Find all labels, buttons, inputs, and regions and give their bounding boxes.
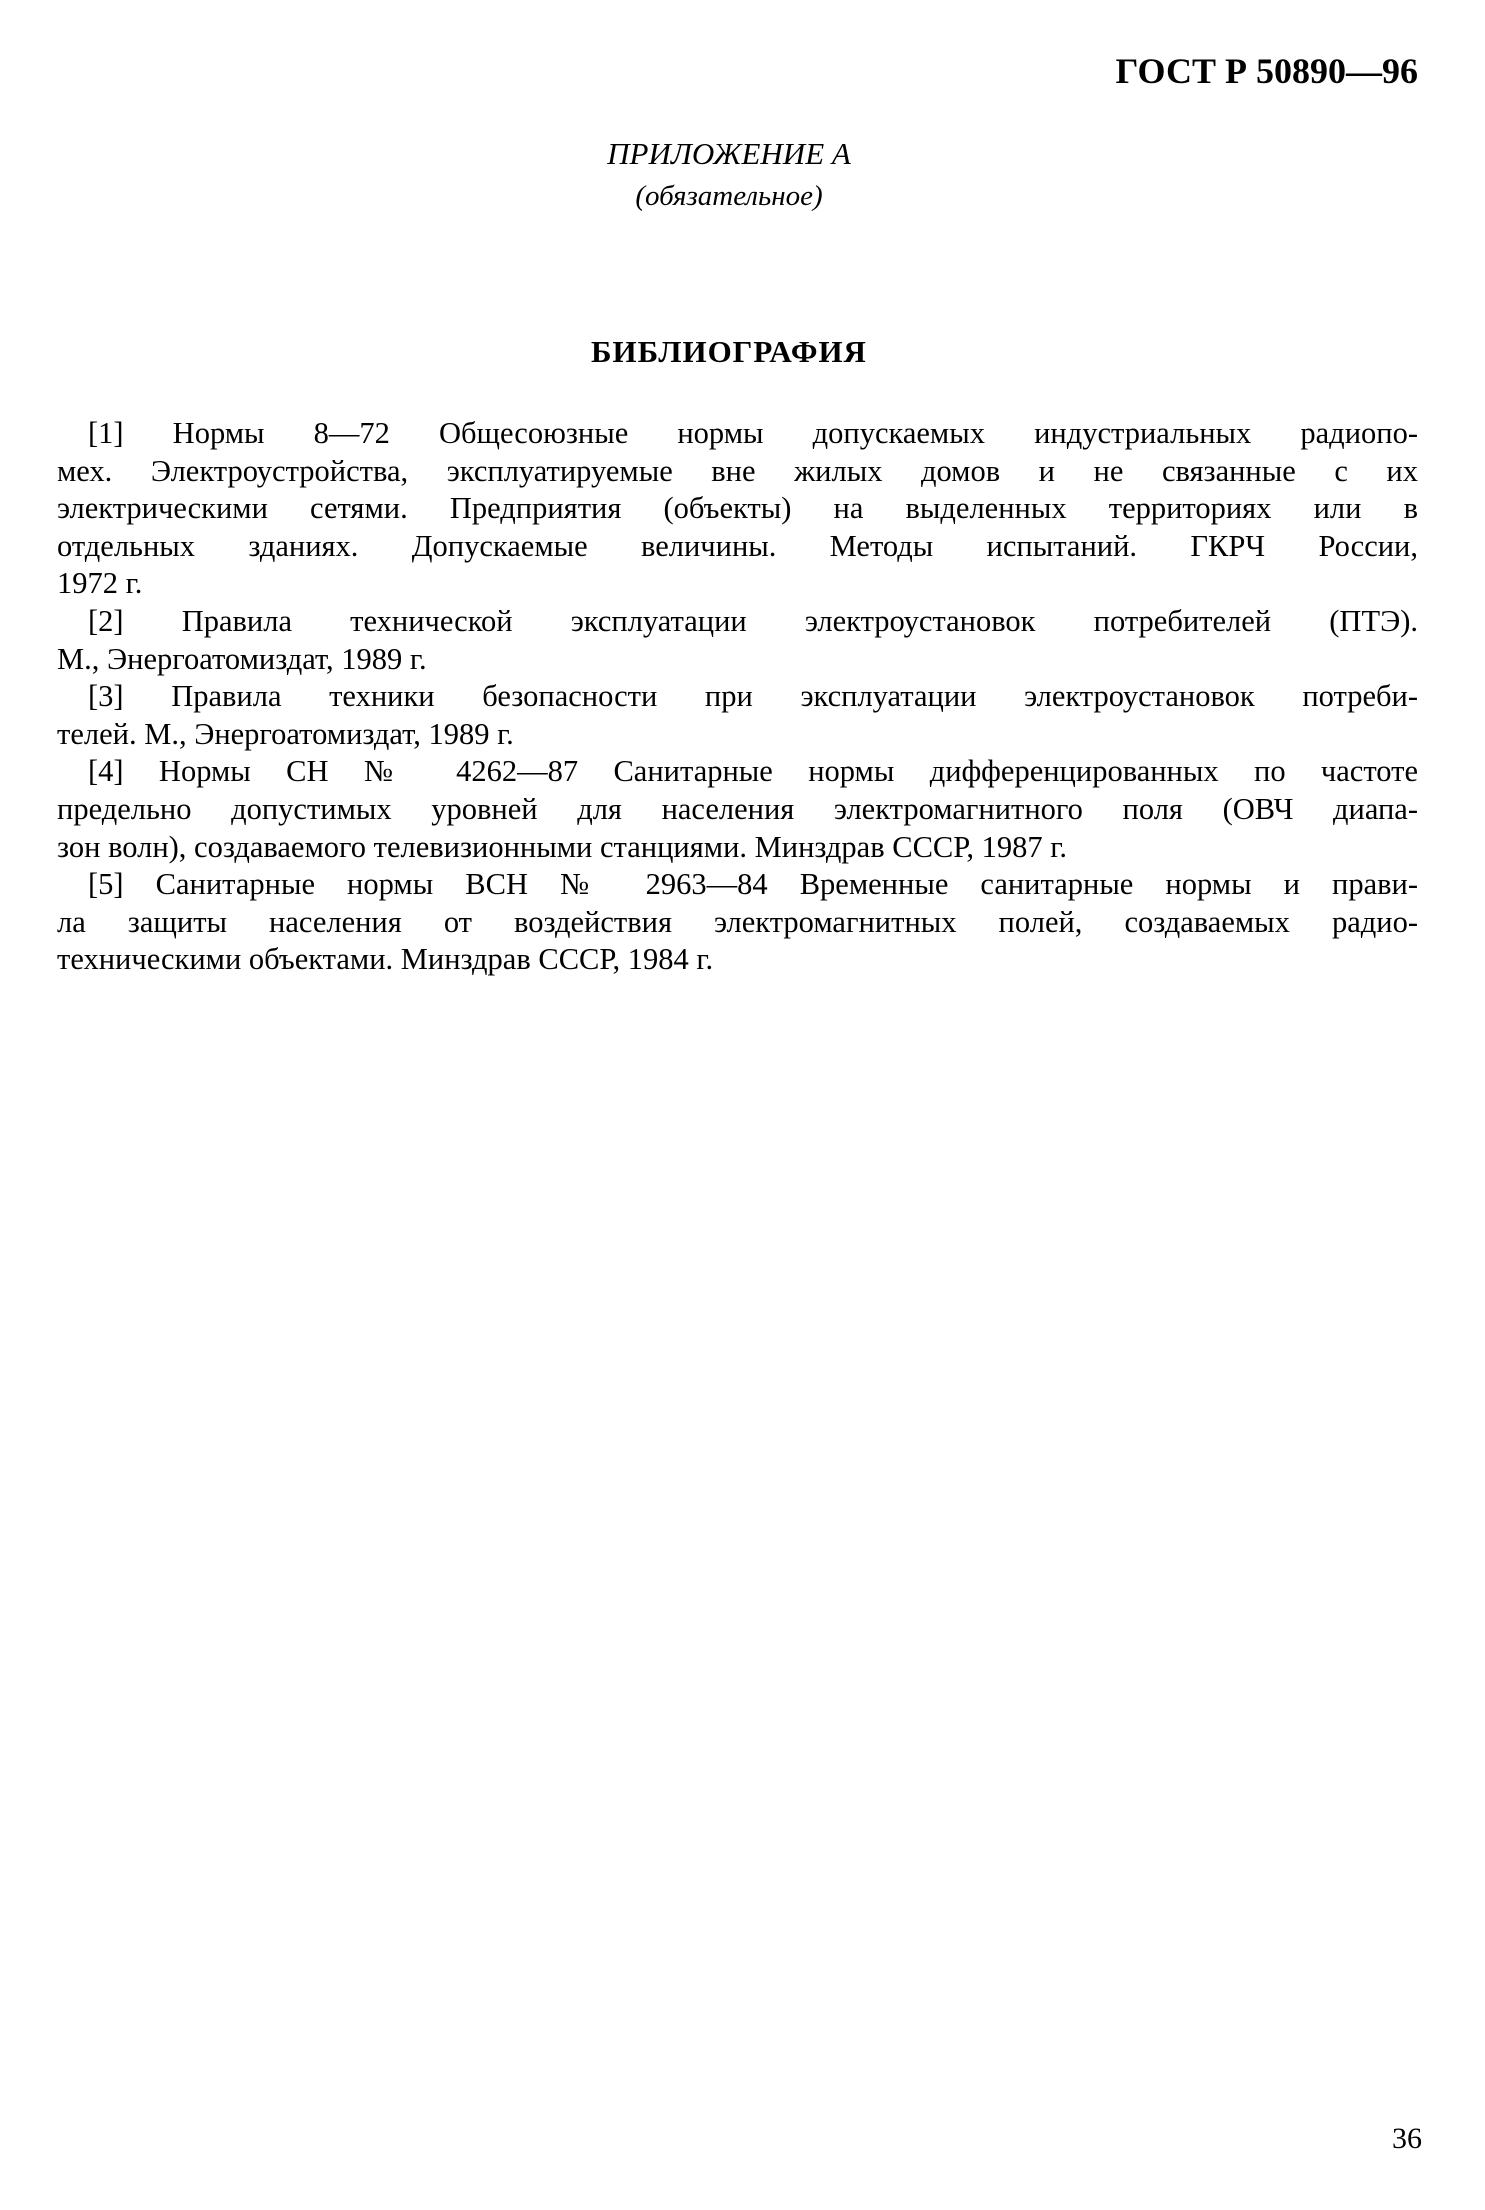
reference-line: телей. М., Энергоатомиздат, 1989 г. <box>57 716 514 751</box>
reference-line: зон волн), создаваемого телевизионными станциями. Минздрав СССР, 1987 г. <box>57 829 1067 864</box>
page-number: 36 <box>1392 2122 1422 2155</box>
reference-item <box>57 415 1418 603</box>
bibliography-title: БИБЛИОГРАФИЯ <box>591 334 867 369</box>
reference-line: [1] Нормы 8—72 Общесоюзные нормы допускаемых индустриальных радиопо- <box>88 416 1418 450</box>
reference-line: 1972 г. <box>57 566 143 601</box>
appendix-title: ПРИЛОЖЕНИЕ А <box>607 136 851 171</box>
reference-line: ла защиты населения от воздействия электромагнитных полей, создаваемых радио- <box>57 904 1418 939</box>
reference-item <box>57 753 1418 866</box>
reference-line: [4] Нормы СН № 4262—87 Санитарные нормы дифференцированных по частоте <box>88 754 1418 789</box>
reference-line: [2] Правила технической эксплуатации электроустановок потребителей (ПТЭ). <box>88 603 1418 638</box>
reference-line: предельно допустимых уровней для населения электромагнитного поля (ОВЧ диапа- <box>57 791 1418 826</box>
appendix-status: (обязательное) <box>635 180 823 212</box>
reference-line: электрическими сетями. Предприятия (объекты) на выделенных территориях или в <box>57 491 1418 526</box>
reference-line: М., Энергоатомиздат, 1989 г. <box>57 641 427 676</box>
reference-line: техническими объектами. Минздрав СССР, 1984 г. <box>57 942 714 977</box>
reference-item <box>57 678 1418 753</box>
reference-line: мех. Электроустройства, эксплуатируемые вне жилых домов и не связанные с их <box>57 453 1418 488</box>
reference-list <box>57 415 1418 979</box>
reference-item <box>57 603 1418 678</box>
reference-line: [5] Санитарные нормы ВСН № 2963—84 Временные санитарные нормы и прави- <box>88 867 1418 902</box>
reference-line: отдельных зданиях. Допускаемые величины. Методы испытаний. ГКРЧ России, <box>57 528 1418 563</box>
reference-line: [3] Правила техники безопасности при эксплуатации электроустановок потреби- <box>88 679 1418 714</box>
reference-item <box>57 866 1418 979</box>
document-code: ГОСТ Р 50890—96 <box>1115 51 1418 91</box>
